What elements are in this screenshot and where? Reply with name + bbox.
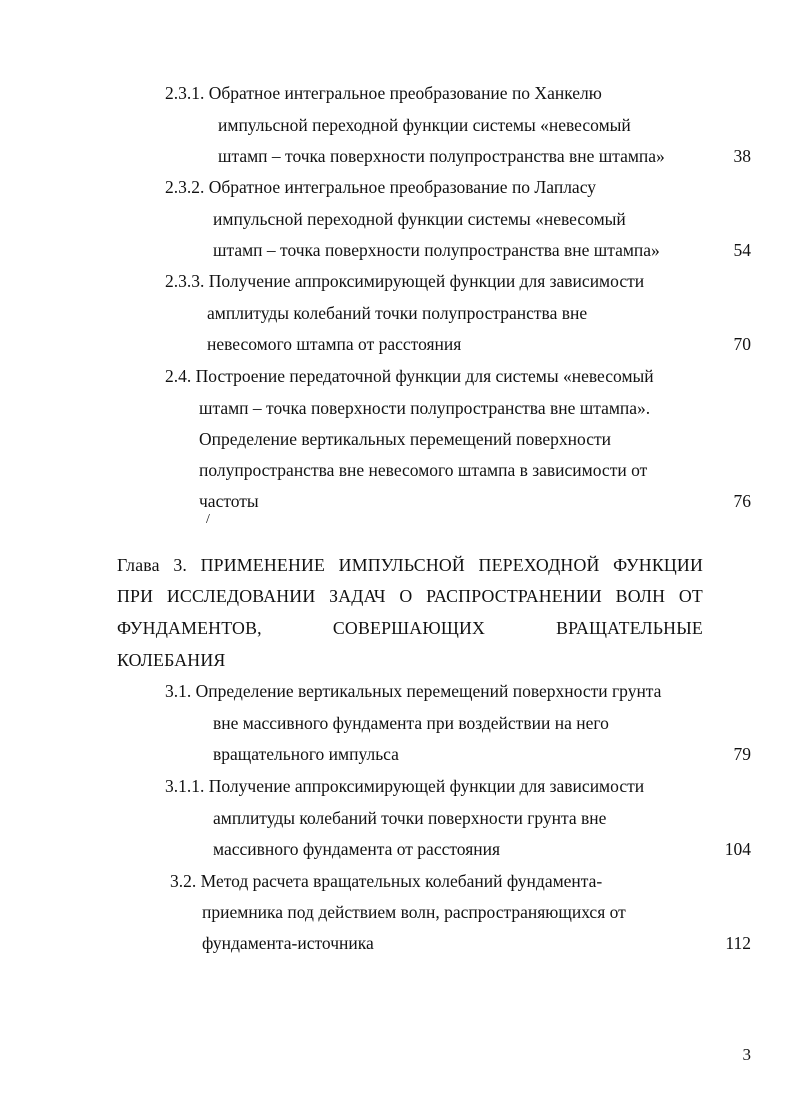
- toc-entry-line: фундамента-источника: [202, 933, 374, 953]
- chapter-heading-line: ФУНДАМЕНТОВ, СОВЕРШАЮЩИХ ВРАЩАТЕЛЬНЫЕ: [117, 618, 703, 638]
- toc-page-number: 76: [733, 491, 751, 511]
- toc-entry-line: 3.1. Определение вертикальных перемещений поверхности грунта: [165, 681, 662, 701]
- toc-entry-line: штамп – точка поверхности полупространства вне штампа»: [218, 146, 665, 166]
- toc-page-number: 70: [733, 334, 751, 354]
- chapter-heading-line: Глава 3. ПРИМЕНЕНИЕ ИМПУЛЬСНОЙ ПЕРЕХОДНОЙ ФУНКЦИИ: [117, 555, 703, 575]
- toc-page-number: 79: [733, 744, 751, 764]
- toc-entry-line: амплитуды колебаний точки поверхности грунта вне: [213, 808, 607, 828]
- toc-entry-line: импульсной переходной функции системы «невесомый: [213, 209, 626, 229]
- toc-entry-line: 3.1.1. Получение аппроксимирующей функции для зависимости: [165, 776, 645, 796]
- toc-entry-line: 2.3.2. Обратное интегральное преобразование по Лапласу: [165, 177, 596, 197]
- page-number: 3: [742, 1045, 751, 1064]
- toc-entry-line: вращательного импульса: [213, 744, 399, 764]
- toc-page-number: 38: [733, 146, 751, 166]
- toc-entry-line: 2.3.3. Получение аппроксимирующей функции для зависимости: [165, 271, 645, 291]
- toc-entry-line: вне массивного фундамента при воздействии на него: [213, 713, 609, 733]
- toc-entry-line: полупространства вне невесомого штампа в зависимости от: [199, 460, 648, 480]
- toc-entry-line: импульсной переходной функции системы «невесомый: [218, 115, 631, 135]
- toc-page-number: 54: [733, 240, 751, 260]
- toc-entry-line: Определение вертикальных перемещений поверхности: [199, 429, 611, 449]
- toc-page-number: 104: [724, 839, 751, 859]
- stray-mark: /: [206, 512, 210, 527]
- toc-entry-line: штамп – точка поверхности полупространства вне штампа».: [199, 398, 651, 418]
- toc-entry-line: штамп – точка поверхности полупространства вне штампа»: [213, 240, 660, 260]
- toc-entry-line: амплитуды колебаний точки полупространства вне: [207, 303, 588, 323]
- chapter-heading-line: ПРИ ИССЛЕДОВАНИИ ЗАДАЧ О РАСПРОСТРАНЕНИИ ВОЛН ОТ: [117, 586, 703, 606]
- toc-entry-line: 2.4. Построение передаточной функции для системы «невесомый: [165, 366, 654, 386]
- toc-entry-line: 3.2. Метод расчета вращательных колебаний фундамента-: [170, 871, 603, 891]
- chapter-heading-line: КОЛЕБАНИЯ: [117, 650, 226, 670]
- toc-entry-line: массивного фундамента от расстояния: [213, 839, 501, 859]
- toc-entry-line: приемника под действием волн, распространяющихся от: [202, 902, 626, 922]
- toc-entry-line: частоты: [199, 491, 259, 511]
- toc-entry-line: невесомого штампа от расстояния: [207, 334, 462, 354]
- toc-page-number: 112: [725, 933, 751, 953]
- toc-entry-line: 2.3.1. Обратное интегральное преобразование по Ханкелю: [165, 83, 602, 103]
